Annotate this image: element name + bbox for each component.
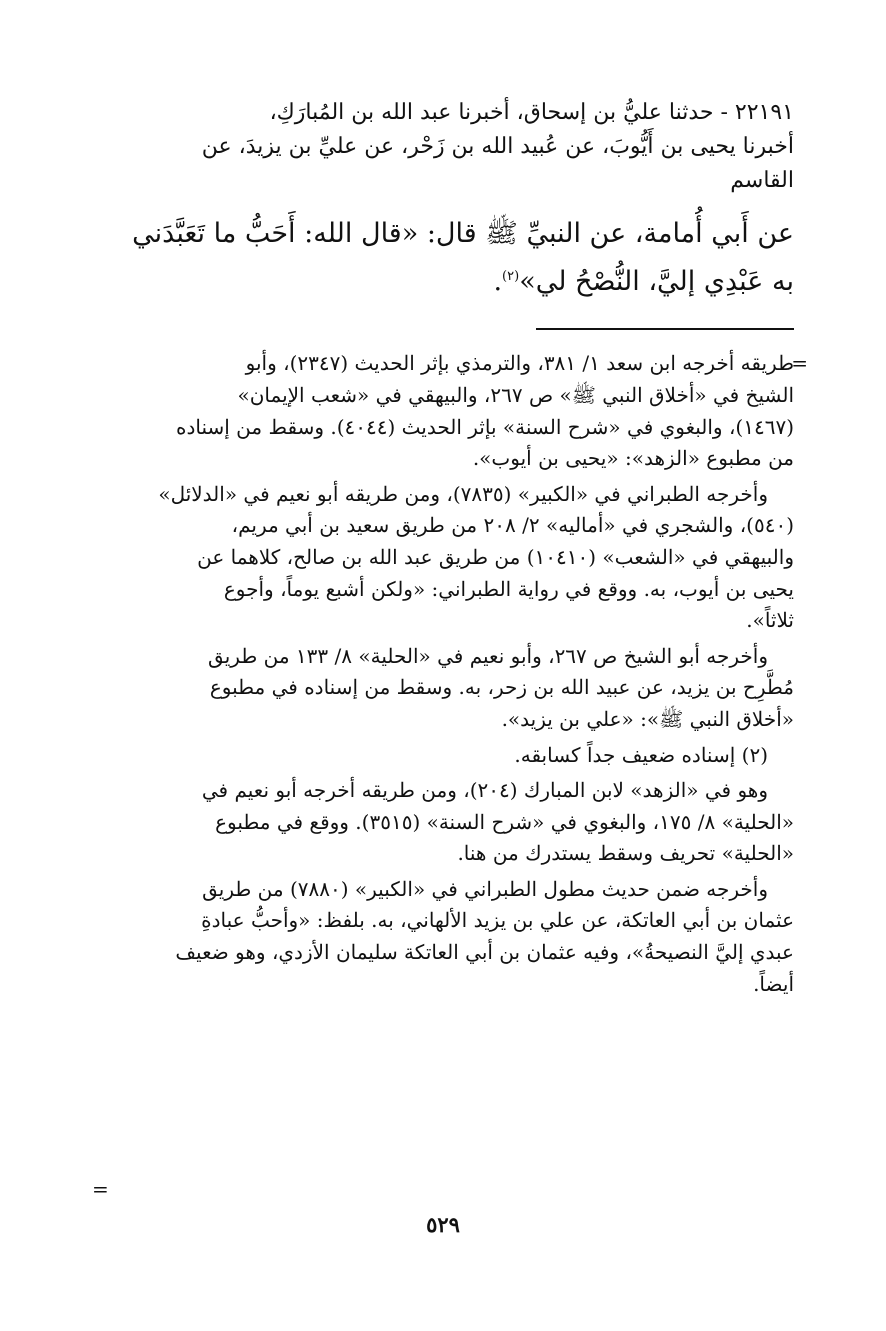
footnote-paragraph [102, 740, 794, 772]
hadith-text-line-last [102, 258, 794, 306]
footnote-paragraph [102, 479, 794, 637]
footnote-paragraph [102, 775, 794, 870]
footnote-paragraph [102, 348, 808, 474]
footnote-line [102, 348, 808, 380]
footnote-line: الشيخ في «أخلاق النبي ﷺ» ص ٢٦٧، والبيهقي في «شعب الإيمان» [237, 382, 794, 407]
page-body [102, 96, 808, 1004]
footnote-paragraph [102, 874, 794, 1000]
footnote-line: والبيهقي في «الشعب» (١٠٤١٠) من طريق عبد الله بن صالح، كلاهما عن [197, 544, 794, 569]
footnote-line: مُطَّرِح بن يزيد، عن عبيد الله بن زحر، به. وسقط من إسناده في مطبوع [209, 675, 794, 700]
hadith-text [102, 210, 794, 306]
footnote-line-text: طريقه أخرجه ابن سعد ١/ ٣٨١، والترمذي بإثر الحديث (٢٣٤٧)، وأبو [245, 351, 794, 376]
footnote-line: (٢) إسناده ضعيف جداً كسابقه. [514, 742, 768, 767]
hadith-chain-line: ٢٢١٩١ - حدثنا عليُّ بن إسحاق، أخبرنا عبد الله بن المُبارَكِ، [269, 100, 794, 125]
footnote-line: يحيى بن أيوب، به. ووقع في رواية الطبراني: «ولكن أشبع يوماً، وأجوع [223, 576, 794, 601]
footnote-line: (١٤٦٧)، والبغوي في «شرح السنة» بإثر الحديث (٤٠٤٤). وسقط من إسناده [176, 414, 794, 439]
footnote-line: «الحلية» ٨/ ١٧٥، والبغوي في «شرح السنة» (٣٥١٥). ووقع في مطبوع [215, 809, 794, 834]
footnote-divider [536, 328, 794, 330]
hadith-chain [102, 96, 794, 198]
footnote-line: وأخرجه أبو الشيخ ص ٢٦٧، وأبو نعيم في «الحلية» ٨/ ١٣٣ من طريق [208, 643, 768, 668]
hadith-chain-line: أخبرنا يحيى بن أَيُّوبَ، عن عُبيد الله بن زَحْر، عن عليِّ بن يزيدَ، عن [201, 134, 794, 160]
footnote-line: «أخلاق النبي ﷺ»: «علي بن يزيد». [501, 706, 794, 731]
footnote-line: «الحلية» تحريف وسقط يستدرك من هنا. [457, 841, 794, 866]
page-number: ٥٢٩ [426, 1212, 460, 1237]
hadith-text-end: . [493, 266, 503, 298]
hadith-text-line: به عَبْدِي إليَّ، النُّصْحُ لي» [519, 266, 794, 298]
footnote-line: من مطبوع «الزهد»: «يحيى بن أيوب». [472, 446, 794, 471]
footnote-line: ثلاثاً». [746, 608, 794, 633]
footnote-line: وهو في «الزهد» لابن المبارك (٢٠٤)، ومن طريقه أخرجه أبو نعيم في [201, 778, 768, 803]
footnote-line: عبدي إليَّ النصيحةُ»، وفيه عثمان بن أبي العاتكة سليمان الأزدي، وهو ضعيف [175, 940, 794, 965]
continuation-mark: = [791, 351, 808, 376]
footnote-line: أيضاً. [753, 971, 794, 996]
footnote-reference: (٢) [502, 269, 520, 285]
hadith-text-line: عن أَبي أُمامة، عن النبيِّ ﷺ قال: «قال الله: أَحَبُّ ما تَعَبَّدَني [132, 218, 794, 250]
footnote-line: وأخرجه الطبراني في «الكبير» (٧٨٣٥)، ومن طريقه أبو نعيم في «الدلائل» [158, 481, 768, 506]
hadith-chain-line: القاسم [730, 168, 794, 194]
footnote-line: (٥٤٠)، والشجري في «أماليه» ٢/ ٢٠٨ من طريق سعيد بن أبي مريم، [231, 513, 794, 538]
footnote-line: وأخرجه ضمن حديث مطول الطبراني في «الكبير» (٧٨٨٠) من طريق [202, 876, 768, 901]
footnote-line: عثمان بن أبي العاتكة، عن علي بن يزيد الألهاني، به. بلفظ: «وأحبُّ عبادةِ [201, 908, 794, 933]
footnotes [102, 348, 808, 1000]
continuation-end-mark: = [92, 1177, 109, 1201]
footnote-paragraph [102, 641, 794, 736]
